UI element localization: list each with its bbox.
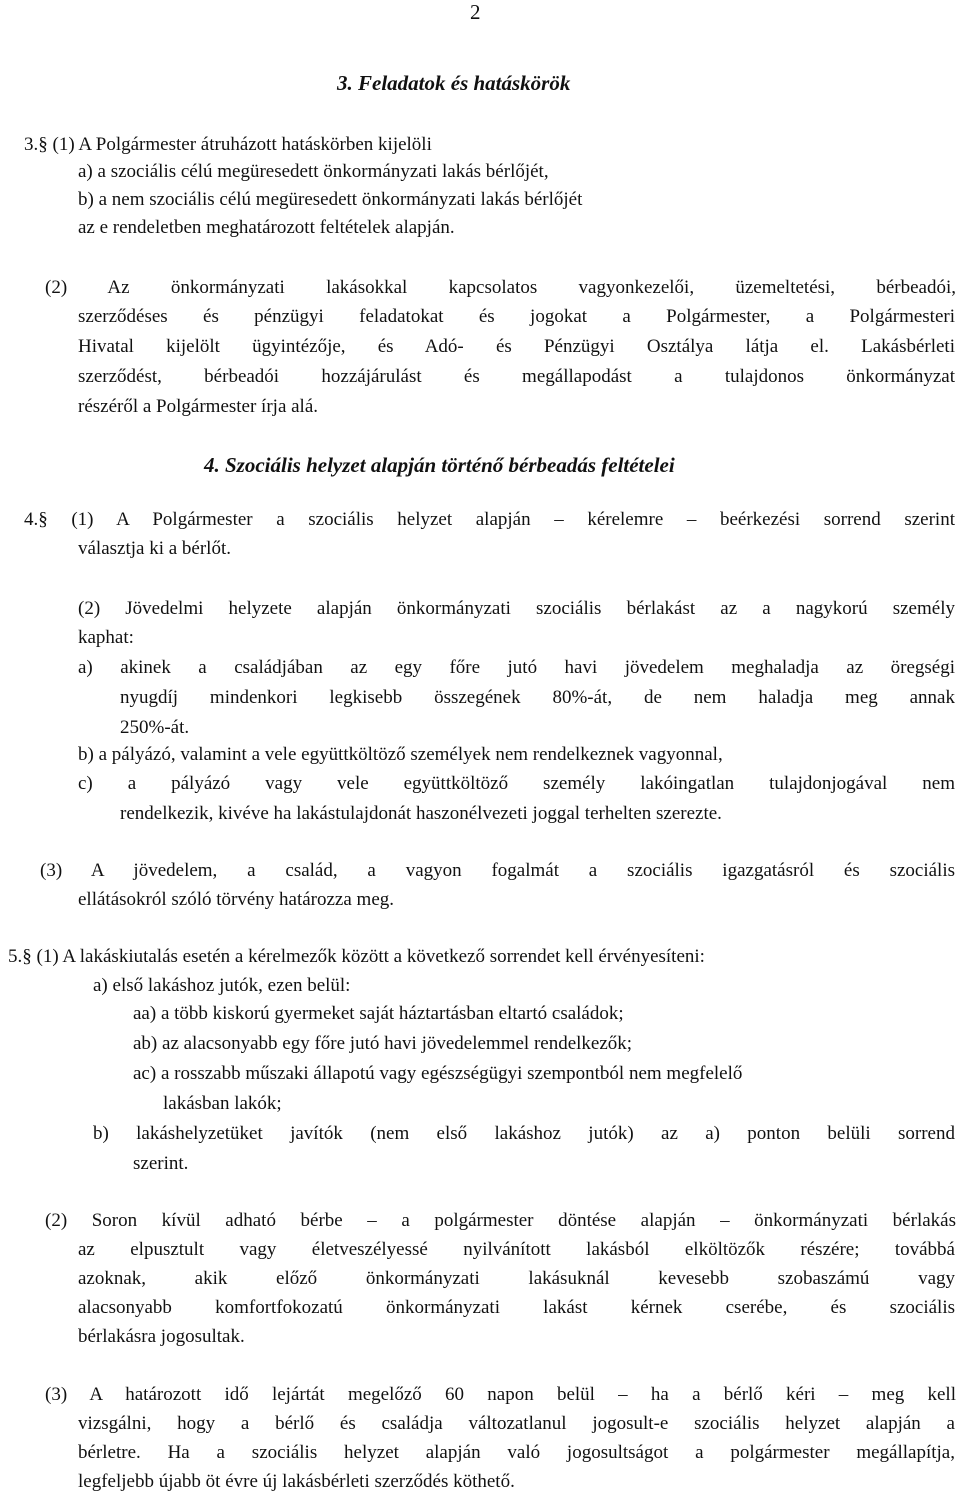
text-line: az elpusztult vagy életveszélyessé nyilvánított lakásból elköltözők részére; továbbá	[78, 1239, 955, 1260]
text-line: az e rendeletben meghatározott feltételek alapján.	[78, 217, 455, 238]
text-line: (2) Soron kívül adható bérbe – a polgármester döntése alapján – önkormányzati bérlakás	[45, 1210, 956, 1231]
list-item: ab) az alacsonyabb egy főre jutó havi jövedelemmel rendelkezők;	[133, 1033, 633, 1054]
text-line: lakásban lakók;	[163, 1093, 282, 1114]
list-item: a) akinek a családjában az egy főre jutó havi jövedelem meghaladja az öregségi	[78, 657, 955, 678]
list-item: b) lakáshelyzetüket javítók (nem első lakáshoz jutók) az a) ponton belüli sorrend	[93, 1123, 955, 1144]
heading-section-3: 3. Feladatok és hatáskörök	[337, 71, 571, 95]
heading-section-4: 4. Szociális helyzet alapján történő bérbeadás feltételei	[204, 453, 675, 477]
text-line: (3) A határozott idő lejártát megelőző 60 napon belül – ha a bérlő kéri – meg kell	[45, 1384, 956, 1405]
text-line: ellátásokról szóló törvény határozza meg.	[78, 889, 395, 910]
list-item: c) a pályázó vagy vele együttköltöző személy lakóingatlan tulajdonjogával nem	[78, 773, 955, 794]
text-line: alacsonyabb komfortfokozatú önkormányzati lakást kérnek cserébe, és szociális	[78, 1297, 955, 1318]
text-line: b) a nem szociális célú megüresedett önkormányzati lakás bérlőjét	[78, 189, 583, 210]
list-item: a) első lakáshoz jutók, ezen belül:	[93, 975, 351, 996]
list-item: ac) a rosszabb műszaki állapotú vagy egészségügyi szempontból nem megfelelő	[133, 1063, 743, 1084]
text-line: 4.§ (1) A Polgármester a szociális helyzet alapján – kérelemre – beérkezési sorrend szerint	[24, 509, 955, 530]
page-number: 2	[470, 0, 481, 24]
text-line: (3) A jövedelem, a család, a vagyon fogalmát a szociális igazgatásról és szociális	[40, 860, 955, 881]
text-line: azoknak, akik előző önkormányzati lakásuknál kevesebb szobaszámú vagy	[78, 1268, 955, 1289]
text-line: rendelkezik, kivéve ha lakástulajdonát haszonélvezeti joggal terhelten szerezte.	[120, 803, 722, 824]
text-line: szerint.	[133, 1153, 189, 1174]
text-line: szerződéses és pénzügyi feladatokat és jogokat a Polgármester, a Polgármesteri	[78, 306, 955, 327]
text-line: szerződést, bérbeadói hozzájárulást és megállapodást a tulajdonos önkormányzat	[78, 366, 955, 387]
text-line: Hivatal kijelölt ügyintézője, és Adó- és Pénzügyi Osztálya látja el. Lakásbérleti	[78, 336, 955, 357]
text-line: bérletre. Ha a szociális helyzet alapján való jogosultságot a polgármester megállapítja,	[78, 1442, 955, 1463]
list-item: b) a pályázó, valamint a vele együttköltöző személyek nem rendelkeznek vagyonnal,	[78, 744, 723, 765]
text-line: legfeljebb újabb öt évre új lakásbérleti szerződés köthető.	[78, 1471, 515, 1492]
text-line: 5.§ (1) A lakáskiutalás esetén a kérelmezők között a következő sorrendet kell érvényesíteni:	[8, 946, 705, 967]
text-line: nyugdíj mindenkori legkisebb összegének 80%-át, de nem haladja meg annak	[120, 687, 955, 708]
text-line: 3.§ (1) A Polgármester átruházott hatáskörben kijelöli	[24, 134, 432, 155]
list-item: aa) a több kiskorú gyermeket saját háztartásban eltartó családok;	[133, 1003, 624, 1024]
text-line: kaphat:	[78, 627, 134, 648]
text-line: 250%-át.	[120, 717, 190, 738]
text-line: (2) Az önkormányzati lakásokkal kapcsolatos vagyonkezelői, üzemeltetési, bérbeadói,	[45, 277, 956, 298]
text-line: bérlakásra jogosultak.	[78, 1326, 245, 1347]
text-line: (2) Jövedelmi helyzete alapján önkormányzati szociális bérlakást az a nagykorú személy	[78, 598, 955, 619]
text-line: részéről a Polgármester írja alá.	[78, 396, 319, 417]
text-line: vizsgálni, hogy a bérlő és családja változatlanul jogosult-e szociális helyzet alapján a	[78, 1413, 955, 1434]
text-line: választja ki a bérlőt.	[78, 538, 231, 559]
text-line: a) a szociális célú megüresedett önkormányzati lakás bérlőjét,	[78, 161, 549, 182]
